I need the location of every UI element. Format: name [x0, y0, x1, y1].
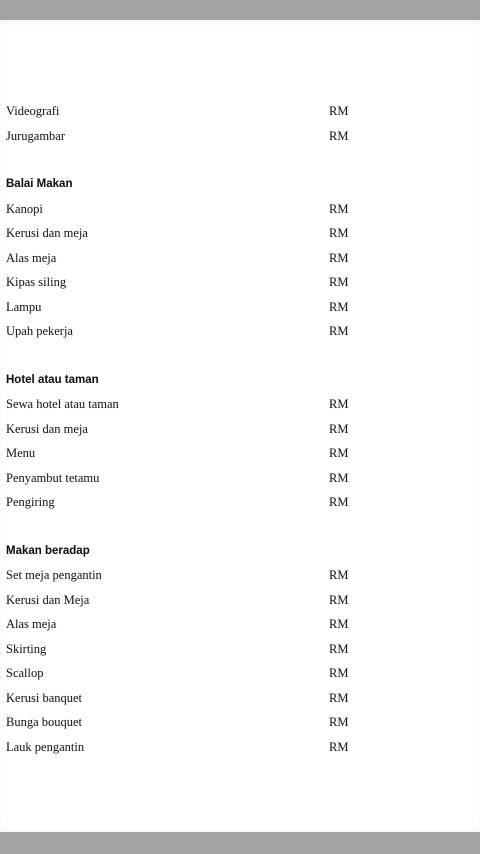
list-item	[0, 468, 480, 493]
item-price: RM	[329, 397, 349, 411]
item-label: Kerusi dan meja	[6, 226, 88, 240]
section-heading	[0, 370, 480, 395]
item-price: RM	[329, 446, 349, 460]
list-item	[0, 419, 480, 444]
item-price: RM	[329, 641, 349, 656]
section-heading-text: Hotel atau taman	[6, 373, 99, 386]
item-price: RM	[329, 495, 349, 509]
item-price: RM	[329, 201, 349, 216]
list-item	[0, 297, 480, 322]
section-spacer	[0, 346, 480, 370]
item-label: Penyambut tetamu	[6, 470, 100, 485]
item-label: Jurugambar	[6, 128, 66, 143]
item-label: Menu	[6, 446, 36, 460]
item-price: RM	[329, 299, 349, 314]
item-price: RM	[329, 666, 349, 680]
item-label: Alas meja	[6, 250, 57, 265]
item-label: Lauk pengantin	[6, 739, 85, 754]
list-item	[0, 663, 480, 688]
item-price: RM	[329, 690, 349, 705]
item-price: RM	[329, 739, 349, 754]
item-price: RM	[329, 226, 349, 240]
cost-list	[0, 101, 480, 761]
list-item	[0, 639, 480, 664]
item-label: Set meja pengantin	[6, 568, 102, 582]
list-item	[0, 101, 480, 126]
list-item	[0, 688, 480, 713]
section-heading-text: Makan beradap	[6, 544, 90, 557]
list-item	[0, 443, 480, 468]
item-price: RM	[329, 324, 349, 338]
list-item	[0, 199, 480, 224]
item-price: RM	[329, 592, 349, 607]
item-label: Skirting	[6, 641, 47, 656]
list-item	[0, 614, 480, 639]
item-price: RM	[329, 470, 349, 485]
list-item	[0, 223, 480, 248]
section-spacer	[0, 517, 480, 541]
document-page	[0, 20, 480, 832]
item-label: Kipas siling	[6, 275, 67, 289]
list-item	[0, 321, 480, 346]
section-heading-text: Balai Makan	[6, 178, 73, 190]
list-item	[0, 272, 480, 297]
item-label: Pengiring	[6, 495, 55, 509]
item-label: Alas meja	[6, 617, 57, 631]
item-price: RM	[329, 104, 349, 118]
item-price: RM	[329, 715, 349, 729]
item-label: Kerusi dan meja	[6, 421, 88, 436]
list-item	[0, 737, 480, 762]
item-label: Videografi	[6, 104, 60, 118]
section-spacer	[0, 150, 480, 174]
item-price: RM	[329, 275, 349, 289]
list-item	[0, 126, 480, 151]
item-label: Kerusi dan Meja	[6, 592, 90, 607]
item-label: Bunga bouquet	[6, 715, 83, 729]
item-label: Kerusi banquet	[6, 690, 83, 705]
section-heading	[0, 174, 480, 199]
item-label: Lampu	[6, 299, 42, 314]
item-label: Upah pekerja	[6, 324, 73, 338]
item-label: Sewa hotel atau taman	[6, 397, 119, 411]
list-item	[0, 248, 480, 273]
section-heading	[0, 541, 480, 566]
item-price: RM	[329, 421, 349, 436]
item-price: RM	[329, 568, 349, 582]
list-item	[0, 394, 480, 419]
item-price: RM	[329, 128, 349, 143]
list-item	[0, 492, 480, 517]
list-item	[0, 590, 480, 615]
list-item	[0, 712, 480, 737]
item-label: Kanopi	[6, 201, 43, 216]
item-price: RM	[329, 617, 349, 631]
item-label: Scallop	[6, 666, 44, 680]
item-price: RM	[329, 250, 349, 265]
list-item	[0, 565, 480, 590]
